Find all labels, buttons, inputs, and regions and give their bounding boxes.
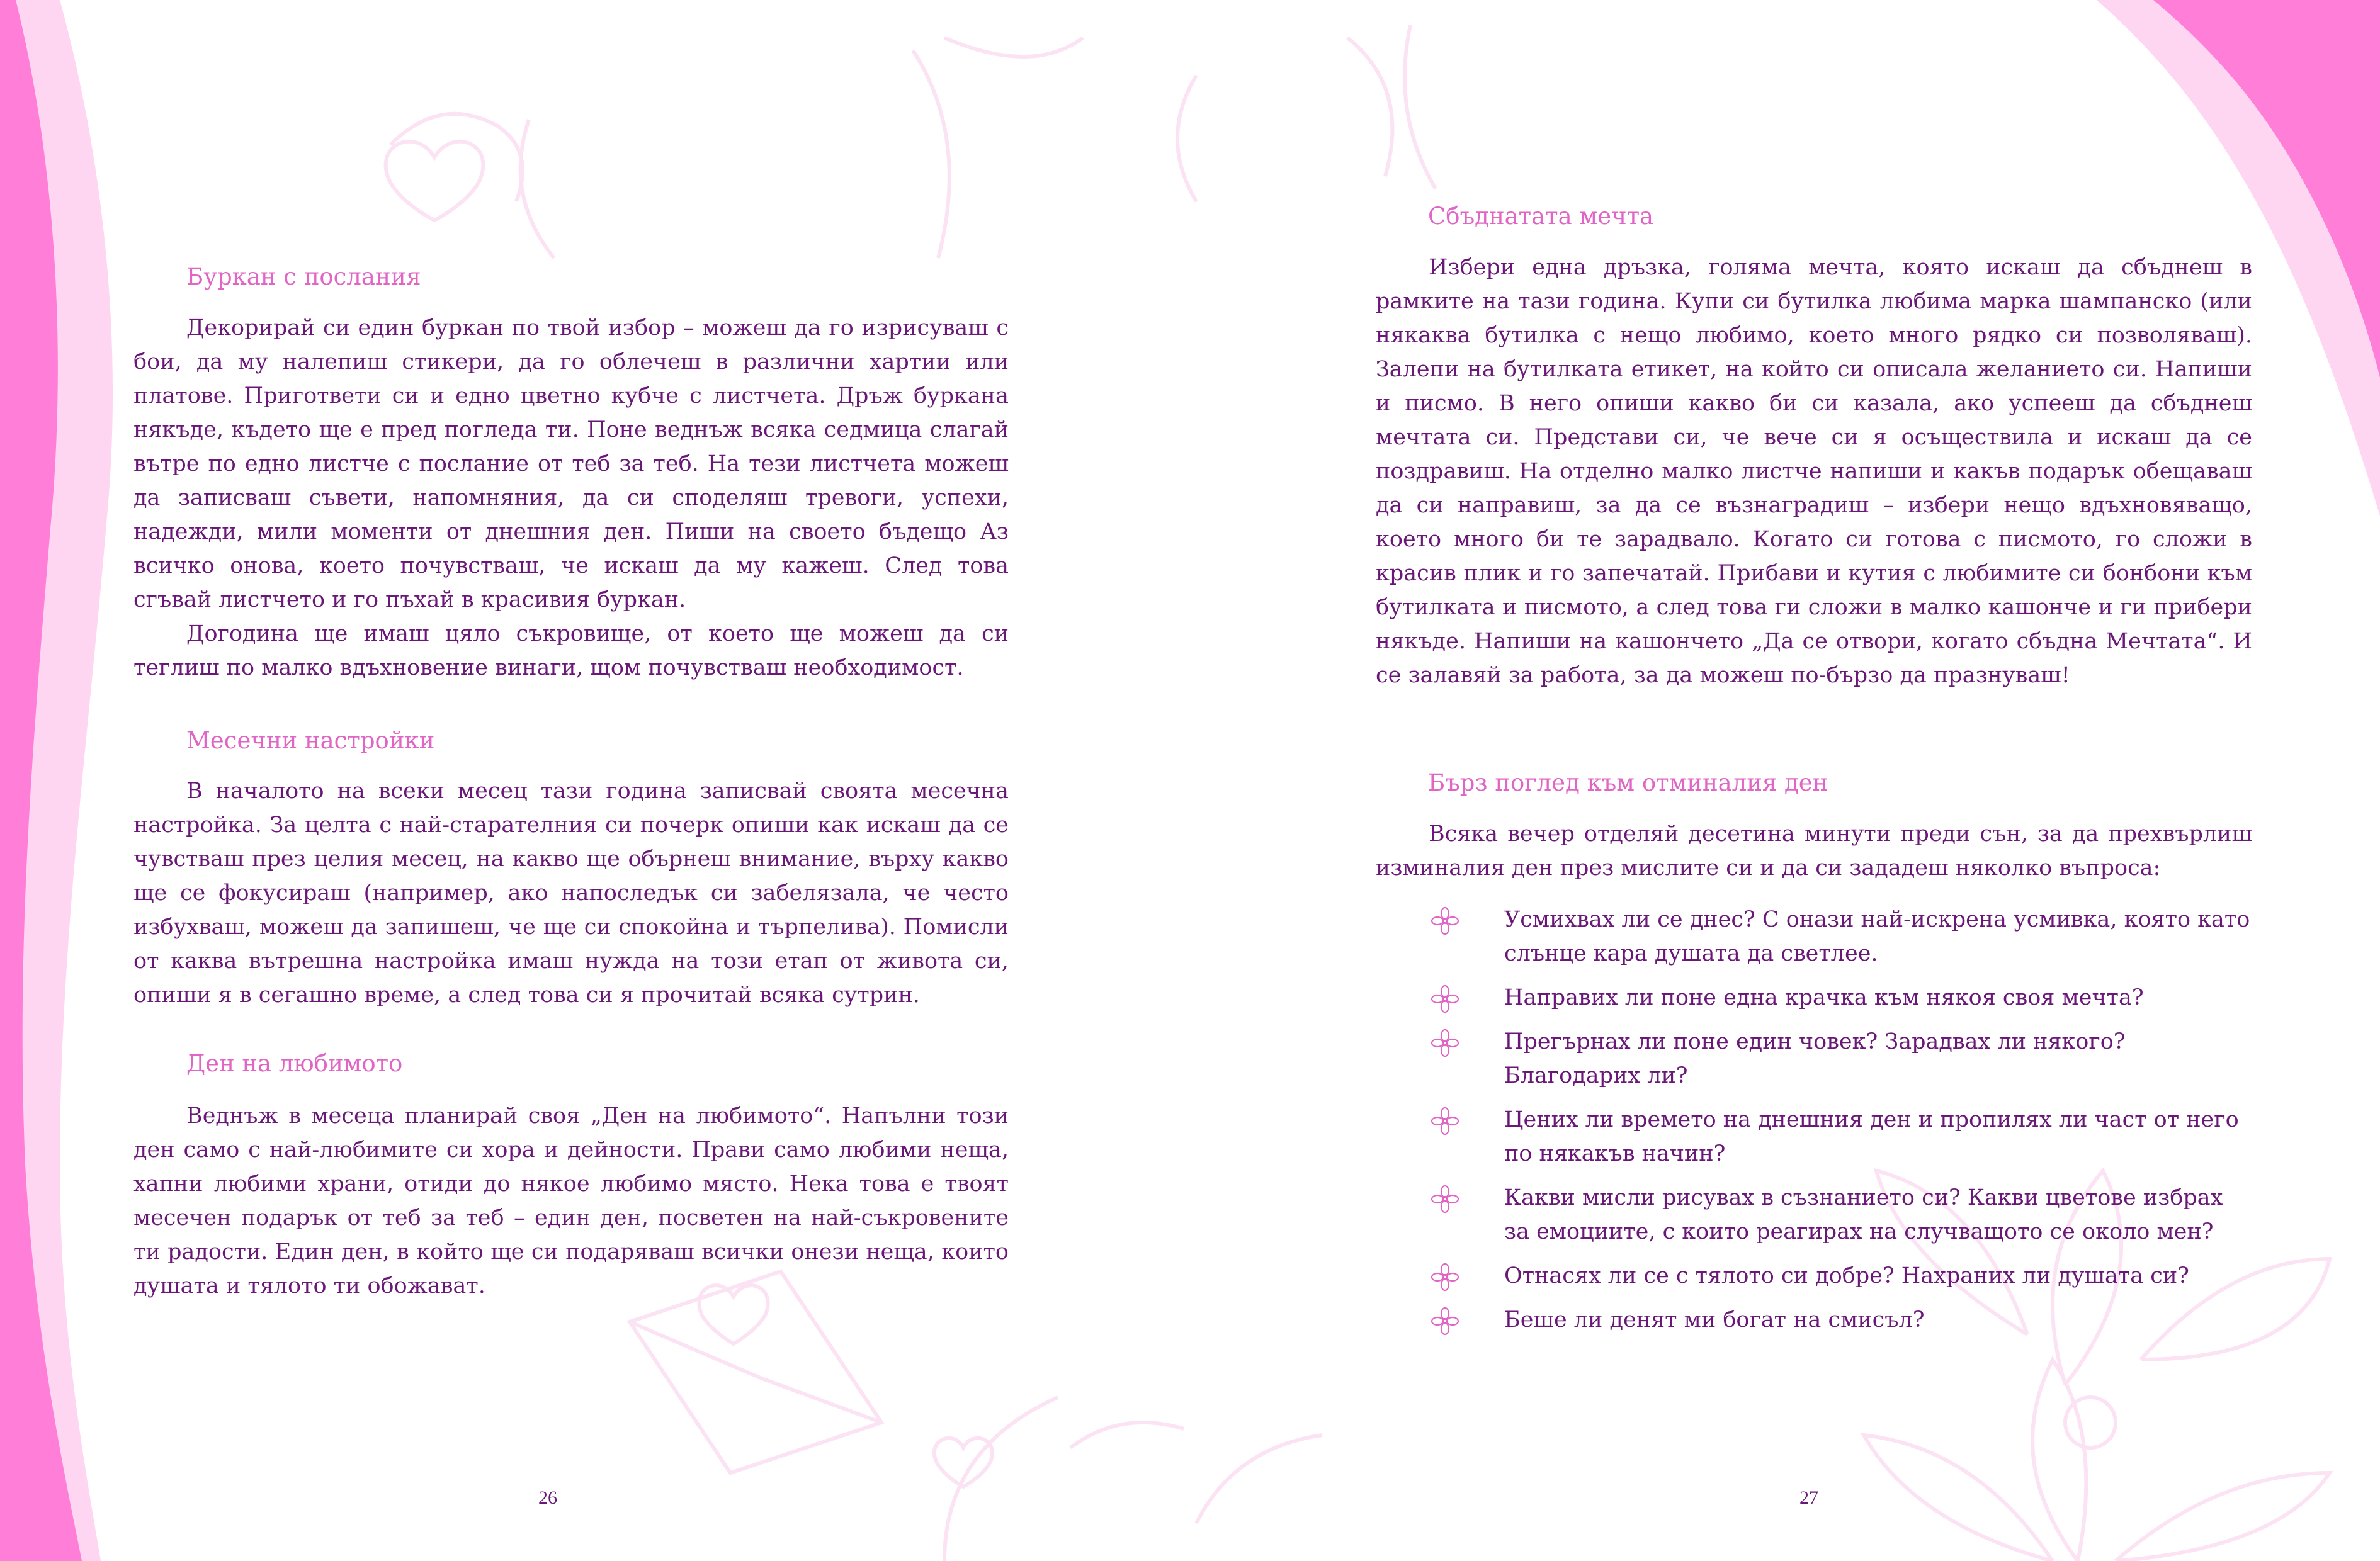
- paragraph: Избери една дръзка, голяма мечта, която искаш да сбъднеш в рамките на тази година. Купи си бутилка любима марка шампанско (или някаква бутилка с нещо любимо, което много рядко си позволяваш). Залепи на бутилката етикет, на който си описала желанието си. Напиши и писмо. В него опиши какво би си казала, ако успееш да сбъднеш мечтата си. Представи си, че вече си я осъществила и искаш да се поздравиш. На отделно малко листче напиши и какъв подарък обещаваш да си направиш, за да се възнаградиш – избери нещо вдъхновяващо, което много би те зарадвало. Когато си готова с писмото, го сложи в красив плик и го запечатай. Прибави и кутия с любимите си бонбони към бутилката и писмото, а след това ги сложи в малко кашонче и ги прибери някъде. Напиши на кашончето „Да се отвори, когато сбъдна Мечтата“. И се залавяй за работа, за да можеш по-бързо да празнуваш!: [1376, 255, 2252, 688]
- list-item-text: Беше ли денят ми богат на смисъл?: [1504, 1307, 1925, 1333]
- list-item: [1431, 903, 2252, 971]
- list-item-text: Направих ли поне една крачка към някоя своя мечта?: [1504, 985, 2144, 1010]
- list-item: [1431, 1181, 2252, 1249]
- paragraph: Догодина ще имаш цяло съкровище, от което ще можеш да си теглиш по малко вдъхновение винаги, щом почувстваш необходимост.: [133, 621, 1009, 680]
- page-number: 26: [538, 1487, 557, 1508]
- right-page: [1190, 0, 2380, 1561]
- list-item-text: Прегърнах ли поне един човек? Зарадвах ли някого? Благодарих ли?: [1504, 1029, 2126, 1088]
- list-item: [1431, 1303, 2252, 1337]
- list-item: [1431, 1103, 2252, 1171]
- paragraph: Всяка вечер отделяй десетина минути преди сън, за да прехвърлиш изминалия ден през мислите си и да си зададеш няколко въпроса:: [1376, 821, 2252, 881]
- flower-icon: [1431, 1028, 1459, 1057]
- list-item: [1431, 981, 2252, 1015]
- flower-icon: [1431, 906, 1459, 935]
- list-item-text: Усмихвах ли се днес? С онази най-искрена усмивка, която като слънце кара душата да светлее.: [1504, 907, 2250, 966]
- flower-icon: [1431, 1307, 1459, 1336]
- flower-icon: [1431, 984, 1459, 1013]
- flower-icon: [1431, 1185, 1459, 1214]
- paragraph: В началото на всеки месец тази година записвай своята месечна настройка. За целта с най-старателния си почерк опиши как искаш да се чувстваш през целия месец, на какво ще обърнеш внимание, върху какво ще се фокусираш (например, ако напоследък си забелязала, че често избухваш, можеш да запишеш, че ще си спокойна и търпелива). Помисли от каква вътрешна настройка имаш нужда на този етап от живота си, опиши я в сегашно време, а след това си я прочитай всяка сутрин.: [133, 779, 1009, 1008]
- section-heading: Буркан с послания: [186, 263, 421, 290]
- section-heading: Ден на любимото: [186, 1050, 403, 1077]
- section-heading: Месечни настройки: [186, 727, 435, 754]
- page-number: 27: [1799, 1487, 1818, 1508]
- list-item-text: Цених ли времето на днешния ден и пропилях ли част от него по някакъв начин?: [1504, 1107, 2239, 1166]
- section-heading: Сбъднатата мечта: [1428, 203, 1654, 230]
- list-item-text: Отнасях ли се с тялото си добре? Нахраних ли душата си?: [1504, 1263, 2189, 1288]
- list-item: [1431, 1259, 2252, 1293]
- flower-icon: [1431, 1107, 1459, 1136]
- paragraph: Декорирай си един буркан по твой избор – можеш да го изрисуваш с бои, да му налепиш стикери, да го облечеш в различни хартии или платове. Пригответи си и едно цветно кубче с листчета. Дръж буркана някъде, където ще е пред погледа ти. Поне веднъж всяка седмица слагай вътре по едно листче с послание от теб за теб. На тези листчета можеш да записваш съвети, напомняния, да си споделяш тревоги, успехи, надежди, мили моменти от днешния ден. Пиши на своето бъдещо Аз всичко онова, което почувстваш, че искаш да му кажеш. След това сгъвай листчето и го пъхай в красивия буркан.: [133, 315, 1009, 612]
- list-item-text: Какви мисли рисувах в съзнанието си? Какви цветове избрах за емоциите, с които реагирах на случващото се около мен?: [1504, 1185, 2223, 1244]
- paragraph: Веднъж в месеца планирай своя „Ден на любимото“. Напълни този ден само с най-любимите си хора и дейности. Прави само любими неща, хапни любими храни, отиди до някое любимо място. Нека това е твоят месечен подарък от теб за теб – един ден, посветен на най-съкровените ти радости. Един ден, в който ще си подаряваш всички онези неща, които душата и тялото ти обожават.: [133, 1103, 1009, 1299]
- list-item: [1431, 1025, 2252, 1093]
- question-list: [1431, 903, 2252, 1347]
- flower-icon: [1431, 1263, 1459, 1292]
- section-heading: Бърз поглед към отминалия ден: [1428, 769, 1828, 796]
